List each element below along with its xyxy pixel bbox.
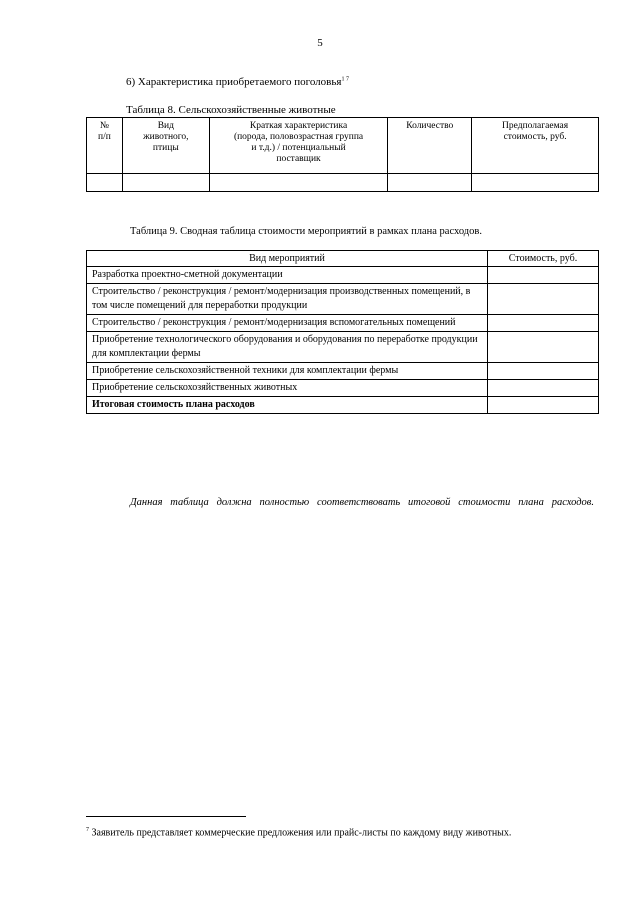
header-description: Краткая характеристика (порода, половозрастная группа и т.д.) / потенциальный поставщик bbox=[209, 118, 388, 174]
table-cell[interactable] bbox=[472, 174, 599, 192]
table-cell[interactable] bbox=[122, 174, 209, 192]
table-cell[interactable] bbox=[388, 174, 472, 192]
livestock-table bbox=[86, 117, 599, 192]
cost-cell[interactable] bbox=[488, 315, 599, 332]
page-number: 5 bbox=[317, 37, 323, 49]
activity-cell: Строительство / реконструкция / ремонт/модернизация производственных помещений, в том числе помещений для переработки продукции bbox=[87, 284, 488, 315]
table-cell[interactable] bbox=[209, 174, 388, 192]
table-row bbox=[87, 267, 599, 284]
table9-caption: Таблица 9. Сводная таблица стоимости мероприятий в рамках плана расходов. bbox=[130, 226, 482, 237]
header-cost: Предполагаемая стоимость, руб. bbox=[472, 118, 599, 174]
activity-cell: Разработка проектно-сметной документации bbox=[87, 267, 488, 284]
table-cell[interactable] bbox=[87, 174, 123, 192]
expense-summary-table bbox=[86, 250, 599, 414]
header-animal-type: Вид животного, птицы bbox=[122, 118, 209, 174]
cost-cell[interactable] bbox=[488, 380, 599, 397]
total-row bbox=[87, 397, 599, 414]
cost-cell[interactable] bbox=[488, 284, 599, 315]
activity-cell: Строительство / реконструкция / ремонт/модернизация вспомогательных помещений bbox=[87, 315, 488, 332]
header-number: № п/п bbox=[87, 118, 123, 174]
table-header-row bbox=[87, 118, 599, 174]
header-quantity: Количество bbox=[388, 118, 472, 174]
table-header-row bbox=[87, 251, 599, 267]
table-row bbox=[87, 315, 599, 332]
activity-cell: Приобретение сельскохозяйственной техники для комплектации фермы bbox=[87, 363, 488, 380]
table-row bbox=[87, 284, 599, 315]
table8-caption: Таблица 8. Сельскохозяйственные животные bbox=[126, 104, 336, 116]
activity-cell: Приобретение технологического оборудования и оборудования по переработке продукции для комплектации фермы bbox=[87, 332, 488, 363]
table-note: Данная таблица должна полностью соответствовать итоговой стоимости плана расходов. bbox=[130, 497, 594, 508]
footnote-divider bbox=[86, 816, 246, 817]
total-label: Итоговая стоимость плана расходов bbox=[87, 397, 488, 414]
activity-cell: Приобретение сельскохозяйственных животных bbox=[87, 380, 488, 397]
footnote-text: Заявитель представляет коммерческие предложения или прайс-листы по каждому виду животных. bbox=[89, 827, 512, 839]
footnote-reference: 1 7 bbox=[341, 76, 349, 83]
table-row bbox=[87, 363, 599, 380]
section-heading-text: 6) Характеристика приобретаемого поголовья bbox=[126, 76, 342, 88]
section-heading bbox=[126, 76, 349, 88]
table-row bbox=[87, 380, 599, 397]
header-cost: Стоимость, руб. bbox=[488, 251, 599, 267]
table-row bbox=[87, 332, 599, 363]
header-activity: Вид мероприятий bbox=[87, 251, 488, 267]
cost-cell[interactable] bbox=[488, 363, 599, 380]
footnote-marker: 7 bbox=[86, 827, 89, 833]
cost-cell[interactable] bbox=[488, 332, 599, 363]
footnote bbox=[86, 823, 596, 840]
total-cost-cell[interactable] bbox=[488, 397, 599, 414]
cost-cell[interactable] bbox=[488, 267, 599, 284]
table-row bbox=[87, 174, 599, 192]
